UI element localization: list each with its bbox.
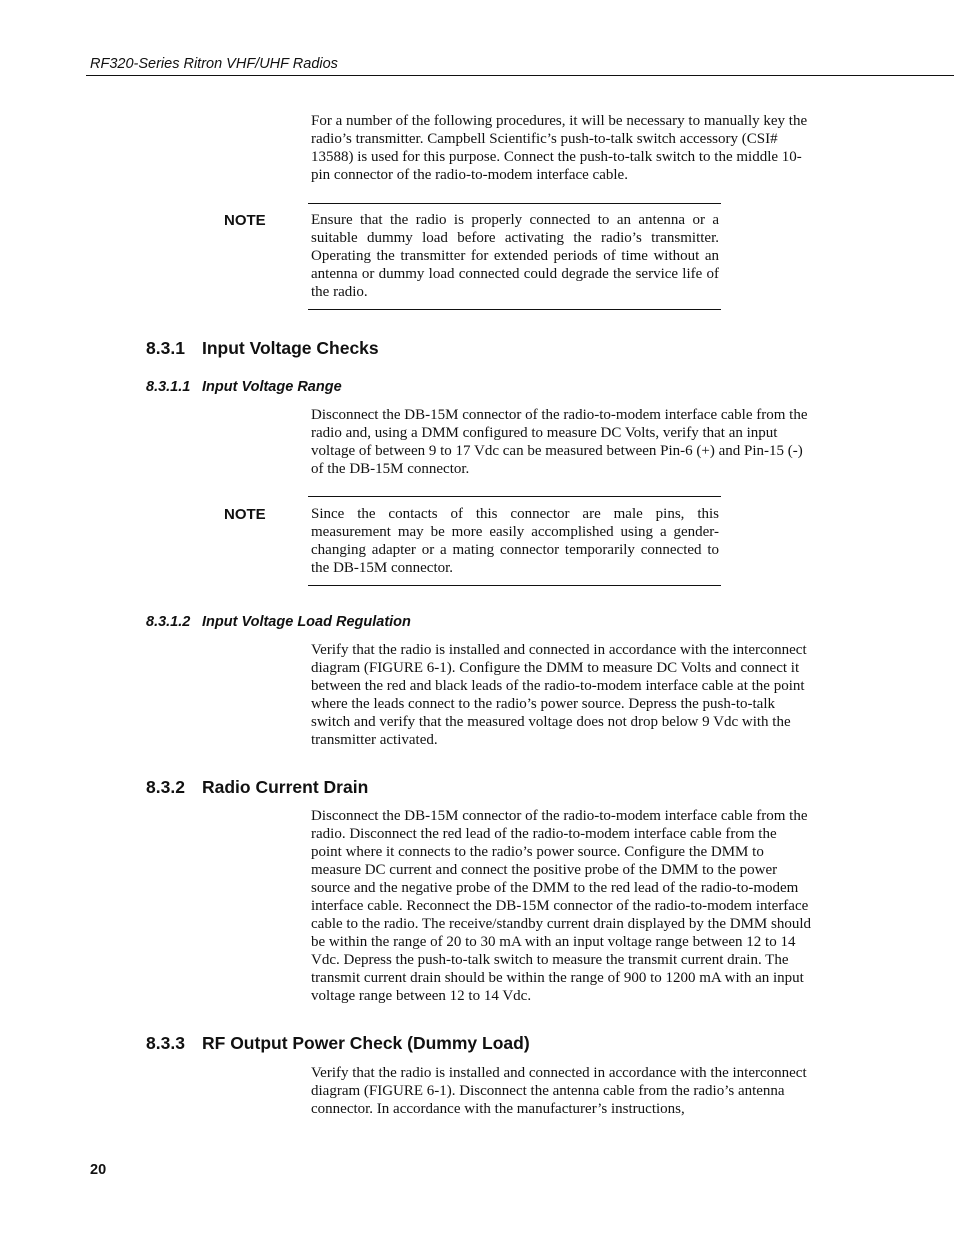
section-heading-8-3-2 [146, 777, 368, 798]
note-label: NOTE [224, 506, 266, 523]
section-title: RF Output Power Check (Dummy Load) [202, 1033, 530, 1053]
section-heading-8-3-1 [146, 338, 379, 359]
subsection-title: Input Voltage Load Regulation [202, 614, 411, 630]
section-number: 8.3.2 [146, 777, 185, 797]
note-text: Ensure that the radio is properly connected to an antenna or a suitable dummy load before activating the radio’s transmitter. Operating the transmitter for extended periods of time without an antenna or dummy load connected could degrade the service life of the radio. [311, 212, 719, 300]
input-voltage-range-paragraph: Disconnect the DB-15M connector of the radio-to-modem interface cable from the radio and, using a DMM configured to measure DC Volts, verify that an input voltage of between 9 to 17 Vdc can be measured between Pin-6 (+) and Pin-15 (-) of the DB-15M connector. [311, 407, 808, 477]
section-title: Input Voltage Checks [202, 338, 379, 358]
note-bottom-rule [308, 309, 721, 310]
section-heading-8-3-3 [146, 1033, 530, 1054]
note-bottom-rule [308, 585, 721, 586]
subsection-number: 8.3.1.2 [146, 614, 191, 630]
load-regulation-paragraph: Verify that the radio is installed and connected in accordance with the interconnect diagram (FIGURE 6-1). Configure the DMM to measure DC Volts and connect it between the red and black leads of the radio-to-modem interface cable at the point where the leads connect to the radio’s power source. Depress the push-to-talk switch and verify that the measured voltage does not drop below 9 Vdc with the transmitter activated. [311, 642, 807, 748]
subsection-heading-8-3-1-2 [146, 614, 411, 630]
note-top-rule [308, 203, 721, 204]
note-top-rule [308, 496, 721, 497]
note-text: Since the contacts of this connector are male pins, this measurement may be more easily accomplished using a gender-changing adapter or a mating connector temporarily connected to the DB-15M connector. [311, 506, 719, 576]
section-number: 8.3.3 [146, 1033, 185, 1053]
current-drain-paragraph: Disconnect the DB-15M connector of the radio-to-modem interface cable from the radio. Disconnect the red lead of the radio-to-modem interface cable from the point where it connects to the radio’s power source. Configure the DMM to measure DC current and connect the positive probe of the DMM to the power source and the negative probe of the DMM to the red lead of the radio-to-modem interface cable. Reconnect the DB-15M connector of the radio-to-modem interface cable to the radio. The receive/standby current drain displayed by the DMM should be within the range of 20 to 30 mA with an input voltage range between 12 to 14 Vdc. Depress the push-to-talk switch to measure the transmit current drain. The transmit current drain should be within the range of 900 to 1200 mA with an input voltage range between 12 to 14 Vdc. [311, 808, 811, 1004]
running-header: RF320-Series Ritron VHF/UHF Radios [90, 56, 338, 72]
note-label: NOTE [224, 212, 266, 229]
section-number: 8.3.1 [146, 338, 185, 358]
section-title: Radio Current Drain [202, 777, 369, 797]
header-rule [86, 75, 954, 76]
subsection-title: Input Voltage Range [202, 379, 342, 395]
rf-output-paragraph: Verify that the radio is installed and connected in accordance with the interconnect diagram (FIGURE 6-1). Disconnect the antenna cable from the radio’s antenna connector. In accordance with the manufacturer’s instructions, [311, 1065, 807, 1117]
page-number: 20 [90, 1162, 107, 1178]
subsection-heading-8-3-1-1 [146, 379, 342, 395]
subsection-number: 8.3.1.1 [146, 379, 191, 395]
intro-paragraph: For a number of the following procedures, it will be necessary to manually key the radio’s transmitter. Campbell Scientific’s push-to-talk switch accessory (CSI# 13588) is used for this purpose. Connect the push-to-talk switch to the middle 10-pin connector of the radio-to-modem interface cable. [311, 113, 808, 183]
